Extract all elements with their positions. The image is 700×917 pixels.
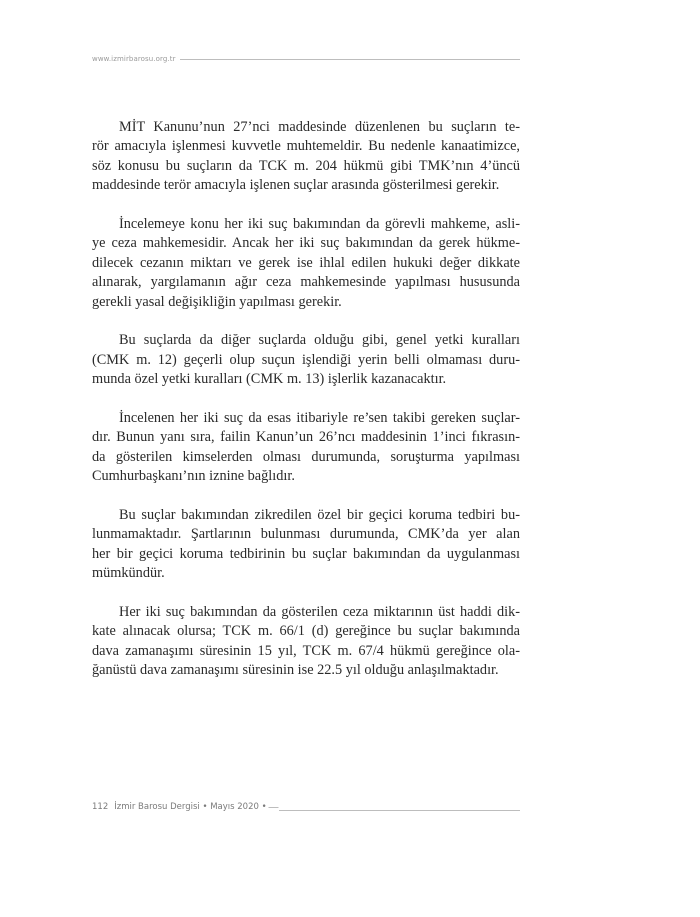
header-url: www.izmirbarosu.org.tr: [92, 55, 176, 63]
page-header: [92, 53, 520, 65]
page-number: 112: [92, 802, 109, 812]
footer-text: [92, 802, 267, 812]
text-line: İncelemeye konu her iki suç bakımından da görevli mahkeme, asli-: [119, 216, 520, 233]
footer-notch: [269, 803, 279, 811]
header-rule: [180, 59, 520, 60]
text-line: dır. Bunun yanı sıra, failin Kanun’un 26’ncı maddesinin 1’inci fıkrasın-: [92, 429, 520, 446]
text-line: rör amacıyla işlenmesi kuvvetle muhtemeldir. Bu nedenle kanaatimizce,: [92, 138, 520, 155]
paragraph: [92, 603, 520, 681]
text-line: ye ceza mahkemesidir. Ancak her iki suç bakımından da gerek hükme-: [92, 235, 520, 252]
journal-info: İzmir Barosu Dergisi • Mayıs 2020 •: [114, 802, 267, 812]
text-line: ğanüstü dava zamanaşımı süresinin ise 22.5 yıl olduğu anlaşılmaktadır.: [92, 662, 499, 679]
paragraph: [92, 118, 520, 196]
paragraph: [92, 506, 520, 584]
text-line: Her iki suç bakımından da gösterilen ceza miktarının üst haddi dik-: [119, 604, 520, 621]
paragraph: [92, 331, 520, 389]
footer-rule: [279, 810, 520, 811]
text-line: munda özel yetki kuralları (CMK m. 13) işlerlik kazanacaktır.: [92, 371, 447, 388]
paragraph: [92, 409, 520, 487]
page-body: [92, 118, 520, 700]
text-line: Cumhurbaşkanı’nın iznine bağlıdır.: [92, 468, 295, 485]
text-line: Bu suçlar bakımından zikredilen özel bir geçici koruma tedbiri bu-: [119, 507, 520, 524]
text-line: her bir geçici koruma tedbirinin bu suçlar bakımından da uygulanması: [92, 545, 520, 562]
text-line: alınarak, yargılamanın ağır ceza mahkemesinde yapılması hususunda: [92, 274, 520, 291]
text-line: mümkündür.: [92, 565, 165, 582]
text-line: MİT Kanunu’nun 27’nci maddesinde düzenlenen bu suçların te-: [119, 119, 520, 135]
paragraph: [92, 215, 520, 312]
text-line: İncelenen her iki suç da esas itibariyle re’sen takibi gereken suçlar-: [119, 410, 520, 427]
text-line: söz konusu bu suçların da TCK m. 204 hükmü gibi TMK’nın 4’üncü: [92, 157, 520, 174]
text-line: dilecek cezanın miktarı ve gerek ise ihlal edilen hukuki değer dikkate: [92, 254, 520, 271]
text-line: (CMK m. 12) geçerli olup suçun işlendiği yerin belli olmaması duru-: [92, 351, 520, 368]
text-line: Bu suçlarda da diğer suçlarda olduğu gibi, genel yetki kuralları: [119, 332, 520, 349]
text-line: dava zamanaşımı süresinin 15 yıl, TCK m. 67/4 hükmü gereğince ola-: [92, 642, 520, 659]
text-line: kate alınacak olursa; TCK m. 66/1 (d) gereğince bu suçlar bakımında: [92, 623, 520, 640]
text-line: gerekli yasal değişikliğin yapılması gerekir.: [92, 293, 342, 310]
text-line: maddesinde terör amacıyla işlenen suçlar arasında gösterilmesi gerekir.: [92, 177, 500, 194]
page-footer: [92, 800, 520, 814]
text-line: da gösterilen kimselerden olması durumunda, soruşturma yapılması: [92, 448, 520, 465]
text-line: lunmamaktadır. Şartlarının bulunması durumunda, CMK’da yer alan: [92, 526, 520, 543]
